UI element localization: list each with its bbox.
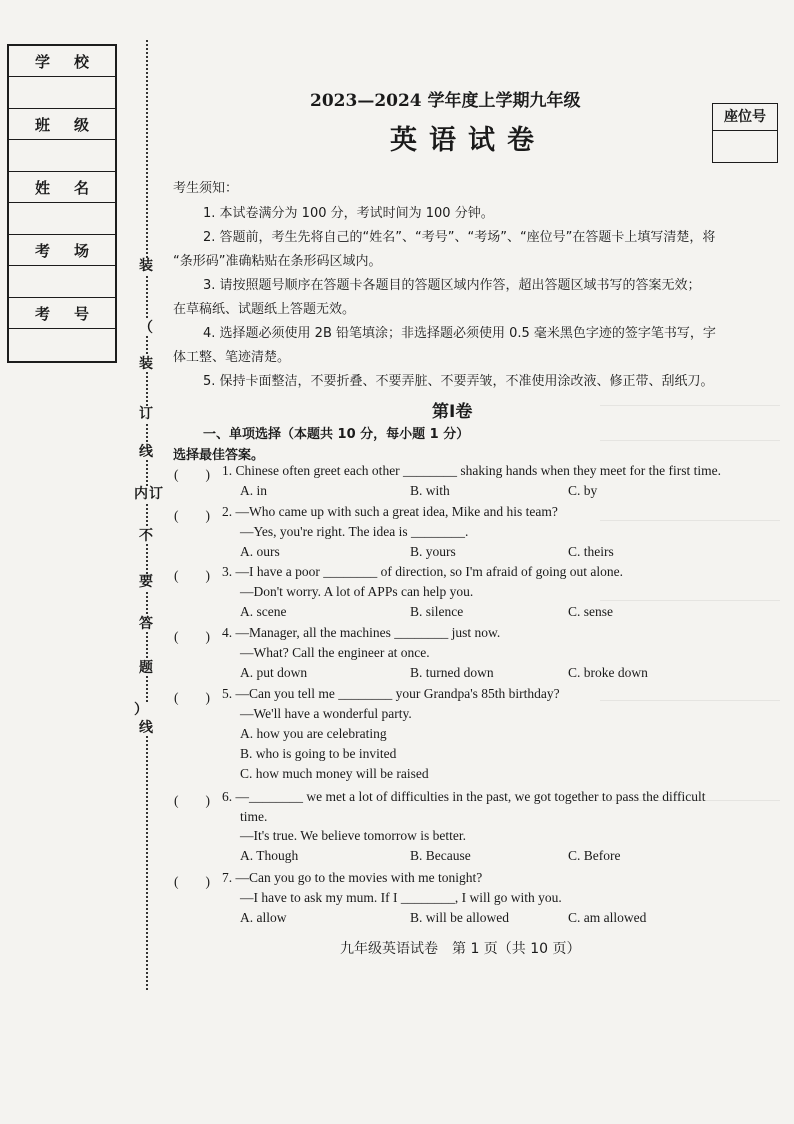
bleed-through-line	[600, 600, 780, 601]
question-stem: —Yes, you're right. The idea is ________.	[240, 524, 469, 539]
info-field-class[interactable]	[9, 140, 115, 172]
question-stem: —It's true. We believe tomorrow is better.	[240, 828, 467, 843]
question-stem: 7. —Can you go to the movies with me tonight?	[222, 870, 483, 885]
option: B. will be allowed	[410, 910, 509, 925]
option: C. sense	[568, 604, 613, 619]
info-row-room	[9, 235, 115, 266]
option: C. theirs	[568, 544, 614, 559]
bleed-through-line	[600, 440, 780, 441]
option: C. am allowed	[568, 910, 647, 925]
notice-item: 3. 请按照题号顺序在答题卡各题目的答题区域内作答，超出答题区域书写的答案无效；	[203, 278, 701, 293]
part-instruction: 选择最佳答案。	[173, 448, 265, 463]
info-label: 考	[34, 304, 50, 323]
option: A. allow	[240, 910, 287, 925]
option: C. how much money will be raised	[240, 766, 429, 781]
question-stem: 5. —Can you tell me ________ your Grandpa's 85th birthday?	[222, 686, 560, 701]
notice-item: 1. 本试卷满分为 100 分，考试时间为 100 分钟。	[203, 206, 494, 221]
question-stem: 1. Chinese often greet each other ________ shaking hands when they meet for the first time.	[222, 463, 721, 478]
option: B. who is going to be invited	[240, 746, 397, 761]
option: C. Before	[568, 848, 621, 863]
binding-char: ）	[134, 702, 148, 718]
binding-char: 题	[139, 660, 153, 676]
binding-char: （	[139, 320, 153, 336]
option: A. Though	[240, 848, 299, 863]
part-heading: 一、单项选择（本题共 10 分，每小题 1 分）	[203, 427, 470, 442]
question-stem: —What? Call the engineer at once.	[240, 645, 430, 660]
info-label: 校	[73, 52, 89, 71]
info-label: 级	[73, 115, 89, 134]
option: B. turned down	[410, 665, 494, 680]
info-row-class	[9, 109, 115, 140]
question-stem: —Don't worry. A lot of APPs can help you.	[240, 584, 474, 599]
question-stem: —We'll have a wonderful party.	[240, 706, 412, 721]
notice-title: 考生须知：	[173, 181, 239, 196]
binding-line	[146, 40, 148, 990]
answer-paren[interactable]: ( )	[174, 690, 210, 705]
bleed-through-line	[600, 800, 780, 801]
answer-paren[interactable]: ( )	[174, 508, 210, 523]
info-row-school	[9, 46, 115, 77]
question-stem: 3. —I have a poor ________ of direction, so I'm afraid of going out alone.	[222, 564, 623, 579]
binding-char: 订	[149, 486, 163, 502]
section-title: 第Ⅰ卷	[432, 402, 473, 422]
info-label: 学	[34, 52, 50, 71]
option: C. by	[568, 483, 598, 498]
info-label: 名	[73, 178, 89, 197]
info-label: 号	[73, 304, 89, 323]
student-info-table	[7, 44, 117, 363]
exam-year: 2023—2024 学年度上学期九年级	[310, 91, 581, 111]
answer-paren[interactable]: ( )	[174, 629, 210, 644]
bleed-through-line	[600, 520, 780, 521]
binding-char: 要	[139, 574, 153, 590]
info-label: 姓	[34, 178, 50, 197]
question-stem: —I have to ask my mum. If I ________, I will go with you.	[240, 890, 562, 905]
bleed-through-line	[600, 700, 780, 701]
notice-item: 5. 保持卡面整洁，不要折叠、不要弄脏、不要弄皱，不准使用涂改液、修正带、刮纸刀。	[203, 374, 714, 389]
option: A. how you are celebrating	[240, 726, 387, 741]
binding-char: 不	[139, 528, 153, 544]
answer-paren[interactable]: ( )	[174, 793, 210, 808]
info-field-school[interactable]	[9, 77, 115, 109]
seat-number-box	[712, 103, 778, 163]
answer-paren[interactable]: ( )	[174, 467, 210, 482]
answer-paren[interactable]: ( )	[174, 568, 210, 583]
question-stem: 6. —________ we met a lot of difficulties in the past, we got together to pass the difficult	[222, 789, 706, 804]
option: C. broke down	[568, 665, 648, 680]
info-field-number[interactable]	[9, 329, 115, 361]
info-field-name[interactable]	[9, 203, 115, 235]
answer-paren[interactable]: ( )	[174, 874, 210, 889]
option: A. scene	[240, 604, 287, 619]
info-label: 班	[34, 115, 50, 134]
info-field-room[interactable]	[9, 266, 115, 298]
notice-item: 2. 答题前，考生先将自己的“姓名”、“考号”、“考场”、“座位号”在答题卡上填写清楚，将	[203, 230, 716, 245]
option: B. Because	[410, 848, 471, 863]
question-stem: 4. —Manager, all the machines ________ just now.	[222, 625, 501, 640]
option: A. in	[240, 483, 267, 498]
notice-item: 体工整、笔迹清楚。	[173, 350, 291, 365]
binding-char: 装	[139, 258, 153, 274]
seat-number-label: 座位号	[713, 104, 777, 131]
option: B. yours	[410, 544, 456, 559]
info-row-number	[9, 298, 115, 329]
question-stem: 2. —Who came up with such a great idea, Mike and his team?	[222, 504, 558, 519]
binding-char: 装	[139, 356, 153, 372]
option: B. silence	[410, 604, 464, 619]
info-row-name	[9, 172, 115, 203]
notice-item: “条形码”准确粘贴在条形码区域内。	[173, 254, 382, 269]
bleed-through-line	[600, 405, 780, 406]
binding-char: 答	[139, 616, 153, 632]
notice-item: 在草稿纸、试题纸上答题无效。	[173, 302, 356, 317]
binding-char: 线	[139, 444, 153, 460]
info-label: 场	[73, 241, 89, 260]
option: A. ours	[240, 544, 280, 559]
info-label: 考	[34, 241, 50, 260]
option: B. with	[410, 483, 450, 498]
binding-char: 内	[134, 486, 148, 502]
notice-item: 4. 选择题必须使用 2B 铅笔填涂；非选择题必须使用 0.5 毫米黑色字迹的签字笔书写，字	[203, 326, 716, 341]
option: A. put down	[240, 665, 308, 680]
page-footer: 九年级英语试卷 第 1 页（共 10 页）	[340, 941, 581, 957]
binding-char: 订	[139, 406, 153, 422]
exam-title: 英语试卷	[390, 125, 546, 156]
question-stem: time.	[240, 809, 268, 824]
binding-char: 线	[139, 720, 153, 736]
